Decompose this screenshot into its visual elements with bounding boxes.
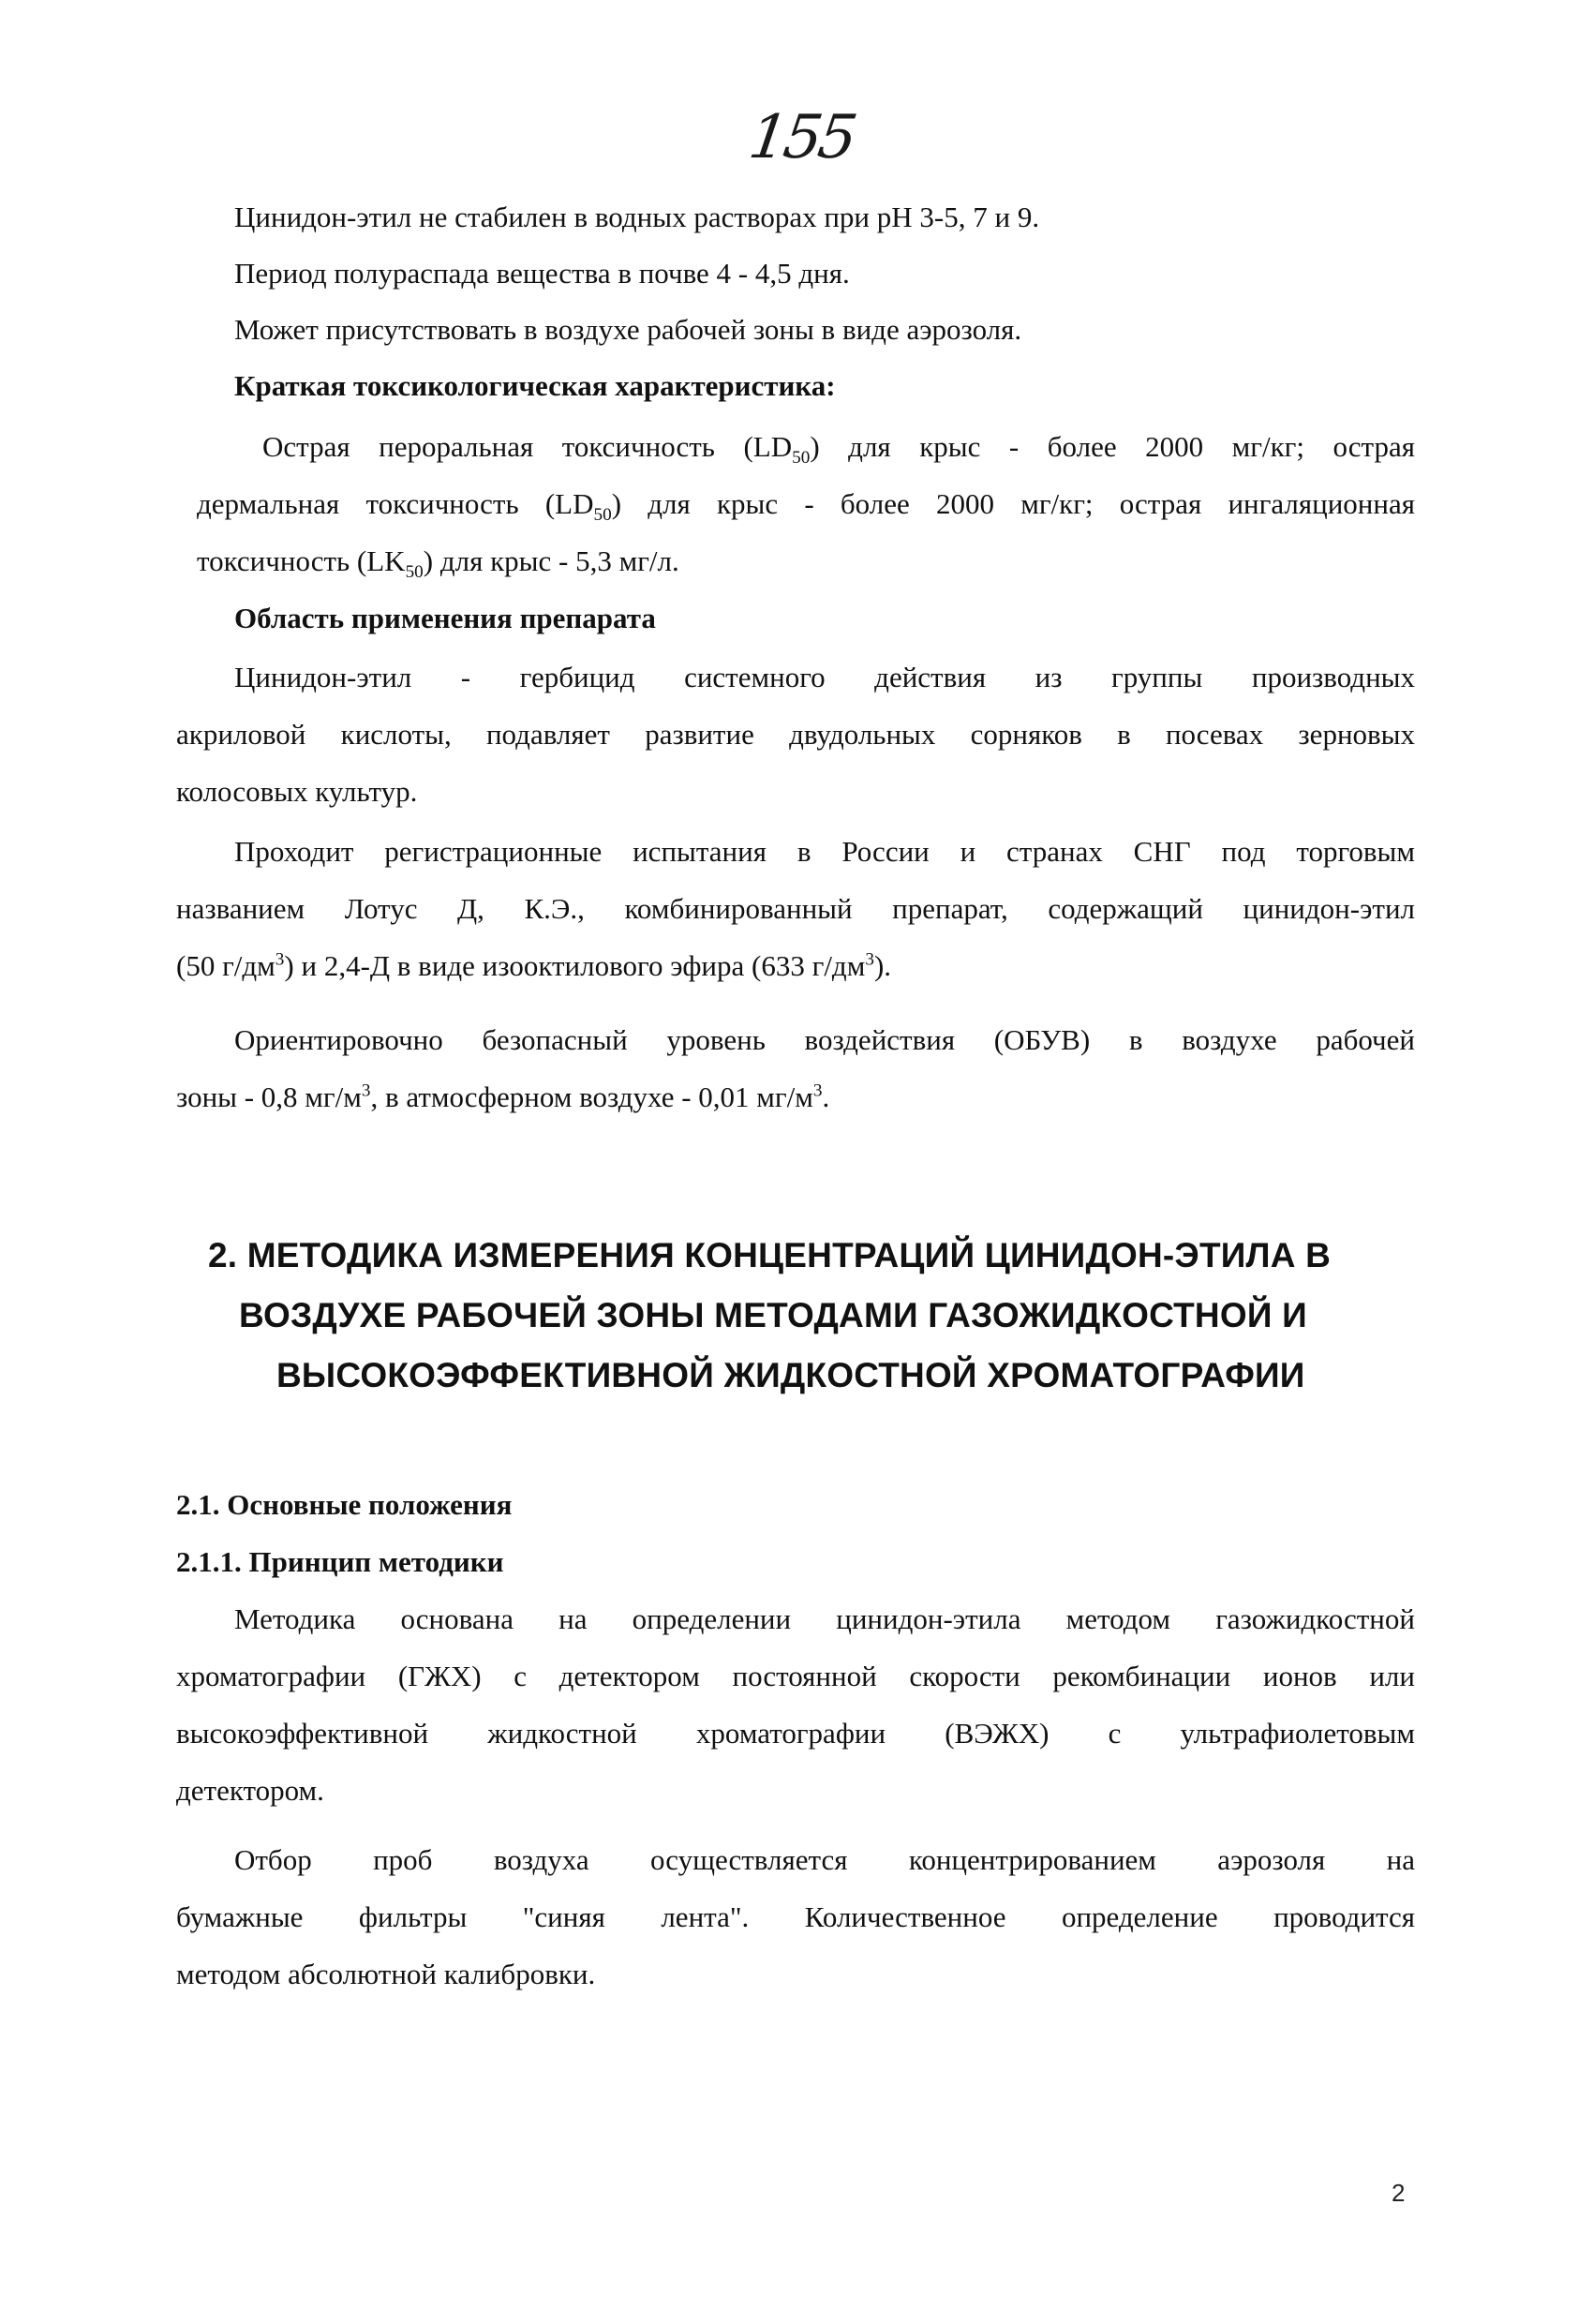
tox-line-1: Острая пероральная токсичность $(LD_{50})$ для крыс - более 2000 мг/кг; острая bbox=[262, 430, 1415, 469]
method-p1-line-2: хроматографии (ГЖХ) с детектором постоянной скорости рекомбинации ионов или bbox=[176, 1660, 1415, 1692]
scope-heading: Область применения препарата bbox=[234, 602, 656, 634]
tox-line-2: дермальная токсичность $(LD_{50})$ для крыс - более 2000 мг/кг; острая ингаляционная bbox=[197, 487, 1415, 526]
subsection-2-1-1-heading: 2.1.1. Принцип методики bbox=[176, 1545, 504, 1578]
method-p2-line-1: Отбор проб воздуха осуществляется концентрированием аэрозоля на bbox=[234, 1843, 1415, 1876]
handwritten-folio-number: 155 bbox=[744, 103, 858, 172]
subsection-2-1-heading: 2.1. Основные положения bbox=[176, 1488, 513, 1521]
intro-line-3: Может присутствовать в воздухе рабочей зоны в виде аэрозоля. bbox=[234, 313, 1022, 346]
scope-p2-line-1: Проходит регистрационные испытания в России и странах СНГ под торговым bbox=[234, 835, 1415, 868]
method-p1-line-1: Методика основана на определении цинидон-этила методом газожидкостной bbox=[234, 1602, 1415, 1635]
intro-line-1: Цинидон-этил не стабилен в водных растворах при pH 3-5, 7 и 9. bbox=[234, 201, 1040, 233]
section-2-title-line-2: ВОЗДУХЕ РАБОЧЕЙ ЗОНЫ МЕТОДАМИ ГАЗОЖИДКОСТНОЙ И bbox=[239, 1296, 1307, 1334]
page-number: 2 bbox=[1392, 2179, 1406, 2207]
scope-p1-line-2: акриловой кислоты, подавляет развитие двудольных сорняков в посевах зерновых bbox=[176, 718, 1415, 751]
intro-line-2: Период полураспада вещества в почве 4 - 4,5 дня. bbox=[234, 257, 850, 290]
scope-p1-line-1: Цинидон-этил - гербицид системного действия из группы производных bbox=[234, 661, 1415, 693]
method-p2-line-2: бумажные фильтры "синяя лента". Количественное определение проводится bbox=[176, 1900, 1415, 1933]
scope-p2-line-3: (50 $г/дм^3$) и 2,4-Д в виде изооктилового эфира (633 $г/дм^3$). bbox=[176, 949, 892, 982]
section-2-title-line-1: 2. МЕТОДИКА ИЗМЕРЕНИЯ КОНЦЕНТРАЦИЙ ЦИНИДОН-ЭТИЛА В bbox=[208, 1236, 1332, 1274]
method-p1-line-3: высокоэффективной жидкостной хроматографии (ВЭЖХ) с ультрафиолетовым bbox=[176, 1717, 1415, 1750]
tox-line-3: токсичность $(LK_{50})$ для крыс - 5,3 мг/л. bbox=[197, 544, 679, 583]
tox-heading: Краткая токсикологическая характеристика: bbox=[234, 369, 836, 402]
method-p2-line-3: методом абсолютной калибровки. bbox=[176, 1958, 596, 1990]
scope-p1-line-3: колосовых культур. bbox=[176, 775, 418, 808]
scope-p3-line-2: зоны - 0,8 $мг/м^3$, в атмосферном воздухе - 0,01 $мг/м^3$. bbox=[176, 1080, 830, 1113]
method-p1-line-4: детектором. bbox=[176, 1774, 324, 1807]
section-2-title-line-3: ВЫСОКОЭФФЕКТИВНОЙ ЖИДКОСТНОЙ ХРОМАТОГРАФИИ bbox=[276, 1356, 1305, 1394]
scope-p2-line-2: названием Лотус Д, К.Э., комбинированный препарат, содержащий цинидон-этил bbox=[176, 892, 1415, 925]
scope-p3-line-1: Ориентировочно безопасный уровень воздействия (ОБУВ) в воздухе рабочей bbox=[234, 1023, 1415, 1056]
